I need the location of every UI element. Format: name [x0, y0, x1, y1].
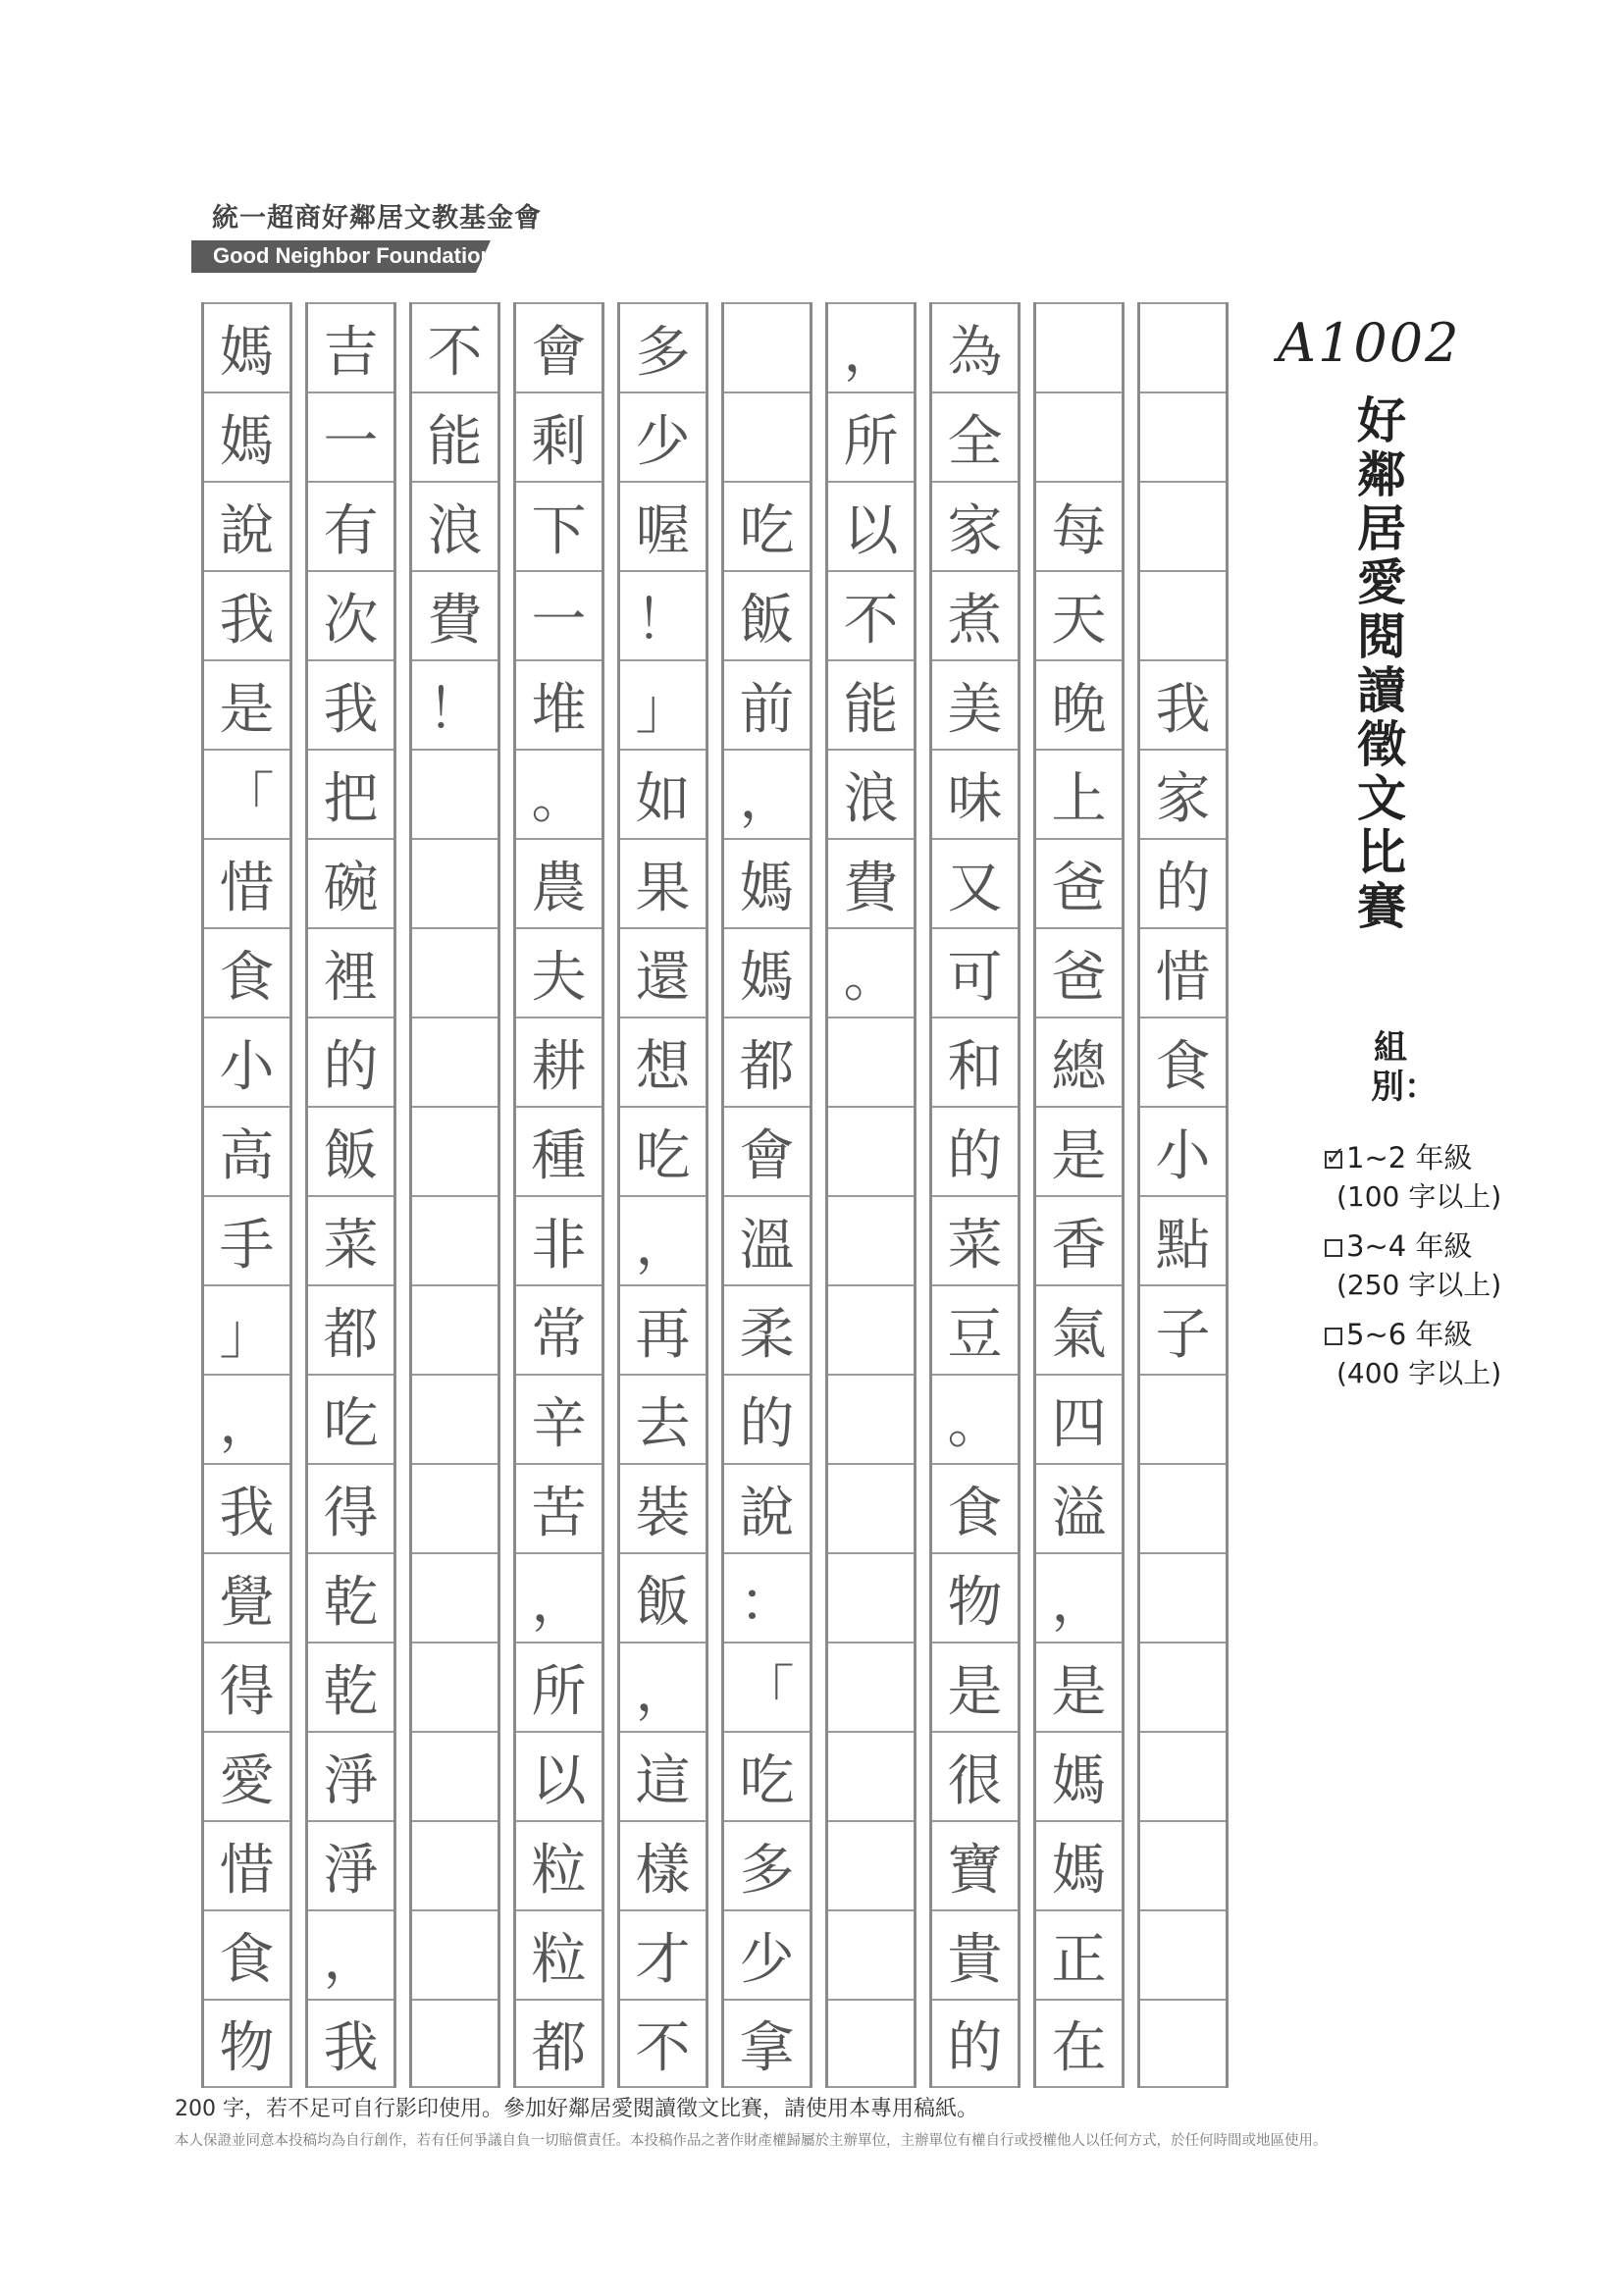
grid-cell: 媽 — [724, 838, 810, 927]
grid-cell: 能 — [412, 391, 497, 481]
grid-cell: 不 — [620, 1999, 706, 2088]
grid-cell: 上 — [1036, 749, 1122, 838]
grid-cell: 吃 — [620, 1106, 706, 1195]
grid-cell — [1140, 570, 1226, 659]
grid-cell — [1140, 391, 1226, 481]
grid-cell: ， — [1036, 1552, 1122, 1642]
grid-cell: 媽 — [724, 927, 810, 1017]
checkbox-icon[interactable] — [1325, 1328, 1342, 1345]
grid-cell — [412, 1106, 497, 1195]
grid-cell: 的 — [724, 1374, 810, 1463]
grid-cell: 惜 — [204, 1820, 289, 1909]
option-sub: (400 字以上) — [1336, 1357, 1502, 1389]
grid-cell: 和 — [932, 1017, 1018, 1106]
grid-cell: 「 — [204, 749, 289, 838]
grid-cell: 乾 — [308, 1552, 393, 1642]
grid-cell: 子 — [1140, 1284, 1226, 1374]
option-label: 5~6 年級 — [1346, 1318, 1473, 1351]
grid-cell: 食 — [932, 1463, 1018, 1552]
grid-cell: 正 — [1036, 1909, 1122, 1999]
grid-cell — [1140, 1642, 1226, 1731]
grid-cell — [828, 1195, 914, 1284]
grid-cell: 得 — [308, 1463, 393, 1552]
grid-cell — [412, 1731, 497, 1820]
grid-cell: 說 — [724, 1463, 810, 1552]
grid-column — [1033, 302, 1125, 2088]
checkbox-icon[interactable] — [1325, 1151, 1342, 1169]
grid-cell: 吃 — [724, 481, 810, 570]
grid-cell: 小 — [204, 1017, 289, 1106]
grid-cell: 碗 — [308, 838, 393, 927]
grid-cell: 能 — [828, 659, 914, 749]
grid-cell: ， — [516, 1552, 602, 1642]
grid-cell: 得 — [204, 1642, 289, 1731]
grid-cell — [412, 1017, 497, 1106]
grid-cell: 」 — [620, 659, 706, 749]
org-name-english: Good Neighbor Foundation — [213, 243, 494, 268]
grid-cell — [1140, 1374, 1226, 1463]
grid-cell — [412, 1463, 497, 1552]
checkbox-icon[interactable] — [1325, 1239, 1342, 1257]
grid-cell: 吉 — [308, 302, 393, 391]
grid-cell — [828, 1731, 914, 1820]
grid-cell: 愛 — [204, 1731, 289, 1820]
group-option-1-2[interactable] — [1325, 1138, 1501, 1217]
grid-cell: 的 — [932, 1999, 1018, 2088]
grid-cell: 食 — [204, 927, 289, 1017]
grid-cell: 。 — [932, 1374, 1018, 1463]
grid-cell — [828, 1820, 914, 1909]
grid-cell: 以 — [828, 481, 914, 570]
grid-cell: 耕 — [516, 1017, 602, 1106]
grid-cell — [828, 1463, 914, 1552]
grid-cell: ！ — [412, 659, 497, 749]
grid-cell: 去 — [620, 1374, 706, 1463]
group-option-5-6[interactable] — [1325, 1315, 1501, 1393]
grid-cell: 我 — [308, 1999, 393, 2088]
grid-cell — [412, 1999, 497, 2088]
grid-cell: 。 — [828, 927, 914, 1017]
grid-cell: 天 — [1036, 570, 1122, 659]
grid-cell: 我 — [1140, 659, 1226, 749]
grid-cell: ， — [204, 1374, 289, 1463]
footer-disclaimer: 本人保證並同意本投稿均為自行創作，若有任何爭議自負一切賠償責任。本投稿作品之著作財產權歸屬於主辦單位，主辦單位有權自行或授權他人以任何方式，於任何時間或地區使用。 — [175, 2133, 1328, 2149]
grid-cell: 多 — [620, 302, 706, 391]
grid-cell: 前 — [724, 659, 810, 749]
grid-cell: 「 — [724, 1642, 810, 1731]
grid-column — [1137, 302, 1229, 2088]
grid-cell: 都 — [308, 1284, 393, 1374]
grid-cell: 農 — [516, 838, 602, 927]
grid-cell: 爸 — [1036, 927, 1122, 1017]
grid-cell: 在 — [1036, 1999, 1122, 2088]
grid-cell: 晚 — [1036, 659, 1122, 749]
grid-column — [721, 302, 812, 2088]
grid-column — [409, 302, 500, 2088]
grid-cell — [412, 1909, 497, 1999]
grid-cell: 把 — [308, 749, 393, 838]
grid-cell: 家 — [1140, 749, 1226, 838]
grid-cell: 還 — [620, 927, 706, 1017]
footer-note: 200 字，若不足可自行影印使用。參加好鄰居愛閱讀徵文比賽，請使用本專用稿紙。 — [175, 2097, 978, 2121]
grid-cell: 又 — [932, 838, 1018, 927]
grid-cell: 少 — [620, 391, 706, 481]
grid-cell: 我 — [308, 659, 393, 749]
grid-cell: 乾 — [308, 1642, 393, 1731]
grid-cell: 喔 — [620, 481, 706, 570]
grid-cell: 粒 — [516, 1909, 602, 1999]
grid-cell: 惜 — [1140, 927, 1226, 1017]
grid-cell: 樣 — [620, 1820, 706, 1909]
grid-cell: ， — [828, 302, 914, 391]
grid-cell — [828, 1284, 914, 1374]
grid-cell: 的 — [932, 1106, 1018, 1195]
grid-cell: 貴 — [932, 1909, 1018, 1999]
contest-title: 好鄰居愛閱讀徵文比賽 — [1357, 392, 1406, 935]
grid-cell: 再 — [620, 1284, 706, 1374]
grid-cell — [412, 838, 497, 927]
grid-cell: ， — [308, 1909, 393, 1999]
grid-cell — [828, 1552, 914, 1642]
grid-cell — [412, 1642, 497, 1731]
grid-cell — [1140, 1463, 1226, 1552]
grid-cell: 手 — [204, 1195, 289, 1284]
grid-cell — [412, 927, 497, 1017]
essay-grid — [201, 302, 1233, 2088]
grid-cell: 會 — [724, 1106, 810, 1195]
grid-cell: ， — [620, 1642, 706, 1731]
grid-cell: 浪 — [828, 749, 914, 838]
grid-cell: 想 — [620, 1017, 706, 1106]
grid-cell: 惜 — [204, 838, 289, 927]
grid-cell: 味 — [932, 749, 1018, 838]
grid-cell: 的 — [308, 1017, 393, 1106]
grid-cell — [828, 1106, 914, 1195]
option-label: 3~4 年級 — [1346, 1229, 1473, 1263]
grid-cell — [1140, 1999, 1226, 2088]
grid-cell: 媽 — [204, 391, 289, 481]
grid-cell: ， — [620, 1195, 706, 1284]
grid-cell — [1140, 302, 1226, 391]
grid-cell: 美 — [932, 659, 1018, 749]
grid-cell — [412, 1820, 497, 1909]
grid-cell — [724, 302, 810, 391]
grid-cell: 辛 — [516, 1374, 602, 1463]
grid-cell — [828, 1374, 914, 1463]
grid-cell: 。 — [516, 749, 602, 838]
grid-cell: 物 — [204, 1999, 289, 2088]
grid-cell: 飯 — [308, 1106, 393, 1195]
grid-cell: 一 — [308, 391, 393, 481]
grid-cell: 所 — [828, 391, 914, 481]
grid-cell — [1036, 391, 1122, 481]
grid-cell: 覺 — [204, 1552, 289, 1642]
grid-cell: 菜 — [932, 1195, 1018, 1284]
grid-cell — [412, 1374, 497, 1463]
entry-id: A1002 — [1278, 312, 1461, 374]
grid-cell: 氣 — [1036, 1284, 1122, 1374]
grid-cell: 每 — [1036, 481, 1122, 570]
grid-cell: 菜 — [308, 1195, 393, 1284]
grid-cell: 為 — [932, 302, 1018, 391]
grid-cell: ： — [724, 1552, 810, 1642]
grid-cell: 是 — [932, 1642, 1018, 1731]
grid-cell: 煮 — [932, 570, 1018, 659]
grid-cell: 很 — [932, 1731, 1018, 1820]
option-sub: (100 字以上) — [1336, 1180, 1502, 1213]
grid-cell: 我 — [204, 570, 289, 659]
grid-cell: 飯 — [620, 1552, 706, 1642]
grid-cell: 小 — [1140, 1106, 1226, 1195]
grid-cell: 寶 — [932, 1820, 1018, 1909]
grid-cell: 非 — [516, 1195, 602, 1284]
grid-cell: 吃 — [308, 1374, 393, 1463]
grid-cell — [412, 1552, 497, 1642]
grid-cell: 是 — [204, 659, 289, 749]
grid-cell — [412, 1195, 497, 1284]
grid-cell: 堆 — [516, 659, 602, 749]
grid-cell: 總 — [1036, 1017, 1122, 1106]
grid-cell: 媽 — [1036, 1820, 1122, 1909]
grid-cell: 」 — [204, 1284, 289, 1374]
grid-cell: 不 — [412, 302, 497, 391]
org-title: 統一超商好鄰居文教基金會 — [212, 203, 542, 234]
grid-cell: 爸 — [1036, 838, 1122, 927]
grid-cell — [724, 391, 810, 481]
grid-cell — [1036, 302, 1122, 391]
grid-cell: 才 — [620, 1909, 706, 1999]
grid-cell: 多 — [724, 1820, 810, 1909]
grid-cell: 次 — [308, 570, 393, 659]
grid-cell — [1140, 481, 1226, 570]
grid-cell: 家 — [932, 481, 1018, 570]
grid-cell — [828, 1999, 914, 2088]
grid-cell: 少 — [724, 1909, 810, 1999]
grid-cell: 溫 — [724, 1195, 810, 1284]
grid-column — [201, 302, 292, 2088]
grid-cell: 粒 — [516, 1820, 602, 1909]
grid-cell — [828, 1642, 914, 1731]
grid-cell: ！ — [620, 570, 706, 659]
grid-cell: 都 — [516, 1999, 602, 2088]
grid-cell: 可 — [932, 927, 1018, 1017]
grid-cell — [1140, 1731, 1226, 1820]
grid-cell: 一 — [516, 570, 602, 659]
grid-cell — [1140, 1820, 1226, 1909]
grid-column — [617, 302, 708, 2088]
grid-column — [513, 302, 604, 2088]
grid-cell: 苦 — [516, 1463, 602, 1552]
grid-cell: 果 — [620, 838, 706, 927]
grid-cell: ， — [724, 749, 810, 838]
grid-cell: 的 — [1140, 838, 1226, 927]
grid-cell — [828, 1909, 914, 1999]
grid-cell: 剩 — [516, 391, 602, 481]
grid-cell: 都 — [724, 1017, 810, 1106]
grid-cell: 裝 — [620, 1463, 706, 1552]
grid-cell: 高 — [204, 1106, 289, 1195]
grid-cell: 我 — [204, 1463, 289, 1552]
grid-cell: 全 — [932, 391, 1018, 481]
grid-cell: 裡 — [308, 927, 393, 1017]
grid-cell: 媽 — [1036, 1731, 1122, 1820]
grid-cell: 所 — [516, 1642, 602, 1731]
org-banner — [191, 240, 494, 273]
grid-cell: 物 — [932, 1552, 1018, 1642]
grid-cell: 如 — [620, 749, 706, 838]
grid-cell: 種 — [516, 1106, 602, 1195]
grid-cell: 有 — [308, 481, 393, 570]
grid-cell: 說 — [204, 481, 289, 570]
grid-cell: 費 — [828, 838, 914, 927]
grid-cell: 會 — [516, 302, 602, 391]
grid-cell: 夫 — [516, 927, 602, 1017]
grid-cell: 費 — [412, 570, 497, 659]
grid-cell: 飯 — [724, 570, 810, 659]
grid-column — [825, 302, 916, 2088]
grid-cell: 柔 — [724, 1284, 810, 1374]
group-option-3-4[interactable] — [1325, 1226, 1501, 1305]
grid-cell: 常 — [516, 1284, 602, 1374]
grid-cell: 以 — [516, 1731, 602, 1820]
grid-column — [305, 302, 396, 2088]
grid-column — [929, 302, 1021, 2088]
grid-cell: 溢 — [1036, 1463, 1122, 1552]
grid-cell — [828, 1017, 914, 1106]
grid-cell — [1140, 1552, 1226, 1642]
grid-cell: 下 — [516, 481, 602, 570]
grid-cell: 淨 — [308, 1820, 393, 1909]
grid-cell: 豆 — [932, 1284, 1018, 1374]
grid-cell: 四 — [1036, 1374, 1122, 1463]
grid-cell: 吃 — [724, 1731, 810, 1820]
grid-cell — [412, 749, 497, 838]
grid-cell — [1140, 1909, 1226, 1999]
grid-cell: 這 — [620, 1731, 706, 1820]
grid-cell: 食 — [204, 1909, 289, 1999]
grid-cell: 淨 — [308, 1731, 393, 1820]
grid-cell: 點 — [1140, 1195, 1226, 1284]
grid-cell: 浪 — [412, 481, 497, 570]
grid-cell: 香 — [1036, 1195, 1122, 1284]
group-label: 組別： — [1371, 1028, 1438, 1107]
grid-cell: 不 — [828, 570, 914, 659]
grid-cell: 媽 — [204, 302, 289, 391]
option-sub: (250 字以上) — [1336, 1269, 1502, 1301]
grid-cell: 食 — [1140, 1017, 1226, 1106]
grid-cell: 拿 — [724, 1999, 810, 2088]
option-label: 1~2 年級 — [1346, 1141, 1473, 1174]
grid-cell: 是 — [1036, 1642, 1122, 1731]
grid-cell — [412, 1284, 497, 1374]
grid-cell: 是 — [1036, 1106, 1122, 1195]
